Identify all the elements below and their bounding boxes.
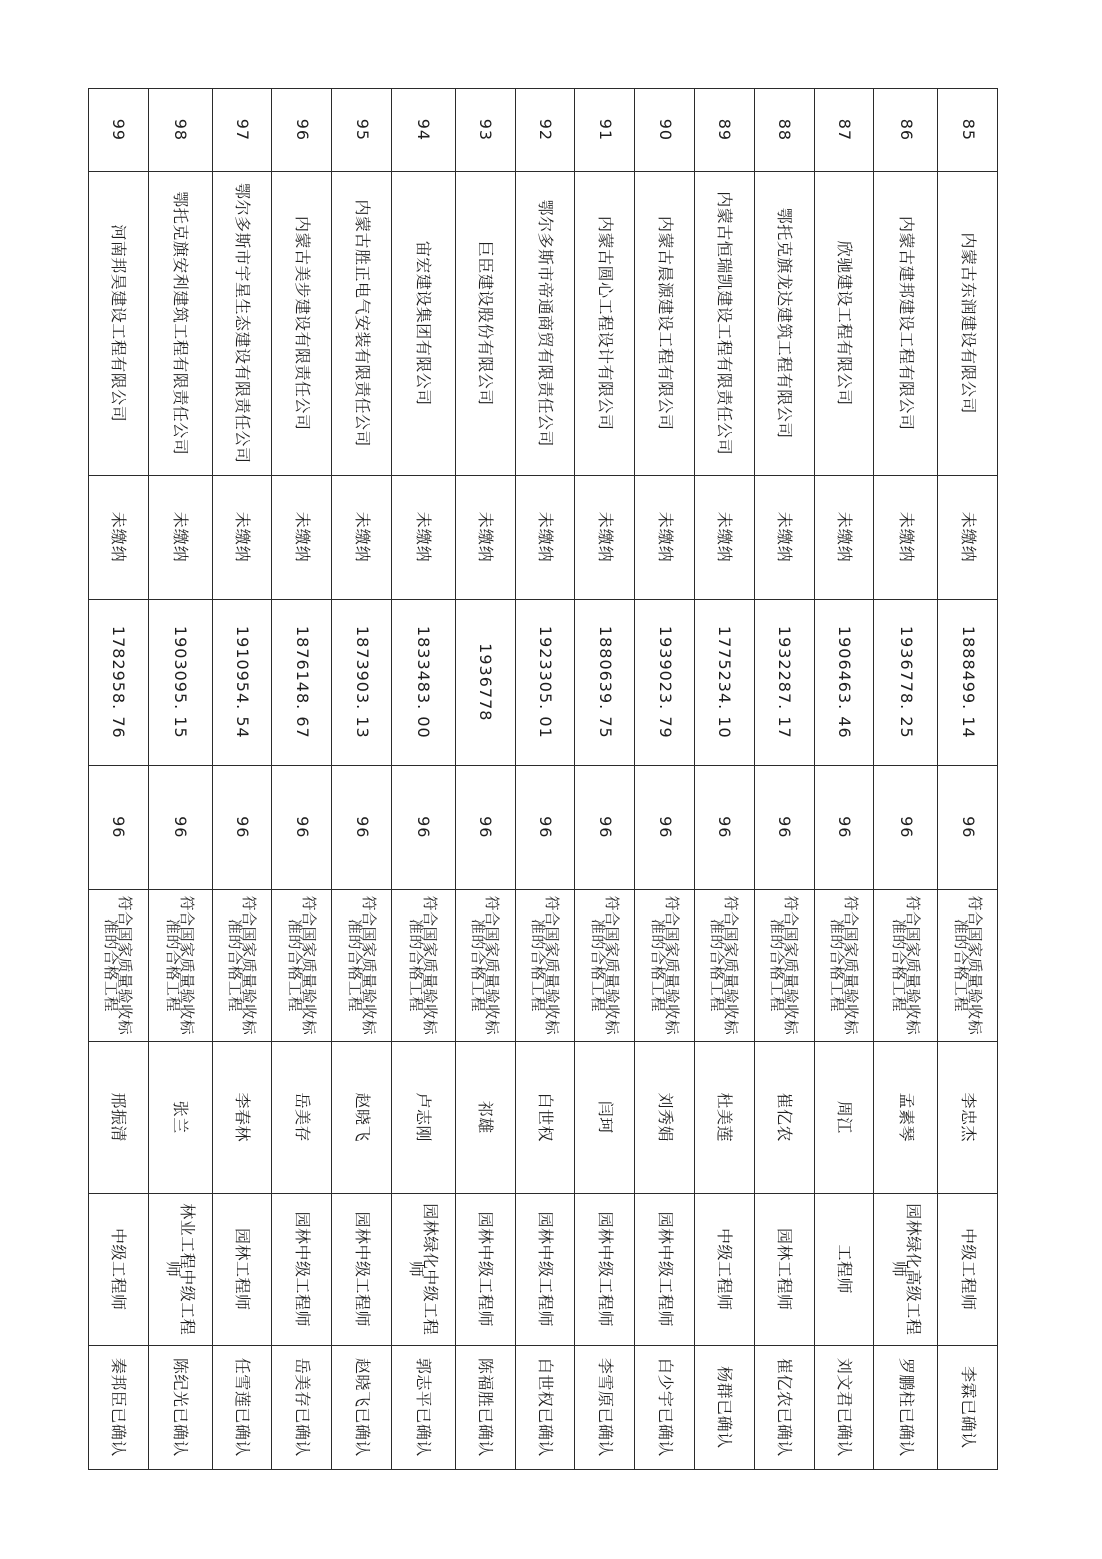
confirmation-cell: 郭志平已确认 (392, 1345, 456, 1469)
payment-status-cell: 未缴纳 (695, 475, 755, 599)
quality-standard-cell: 符合国家质量验收标准的合格工程 (392, 889, 456, 1041)
quality-standard-cell: 符合国家质量验收标准的合格工程 (635, 889, 695, 1041)
row-number-cell: 86 (874, 89, 938, 172)
confirmation-cell: 白世权已确认 (515, 1345, 575, 1469)
payment-status-cell: 未缴纳 (874, 475, 938, 599)
bid-amount-cell: 1903095. 15 (149, 599, 213, 765)
bid-results-table (88, 88, 998, 1470)
project-manager-cell: 赵晓飞 (332, 1041, 392, 1193)
project-manager-cell: 孟素琴 (874, 1041, 938, 1193)
company-name-cell: 内蒙古胜正电气安装有限责任公司 (332, 171, 392, 475)
quality-standard-cell: 符合国家质量验收标准的合格工程 (332, 889, 392, 1041)
table-row (149, 89, 213, 1470)
confirmation-cell: 岳美存已确认 (272, 1345, 332, 1469)
table-row (212, 89, 272, 1470)
rotated-page (88, 88, 998, 1470)
quality-standard-cell: 符合国家质量验收标准的合格工程 (89, 889, 149, 1041)
professional-title-cell: 中级工程师 (695, 1193, 755, 1345)
bid-amount-cell: 1923305. 01 (515, 599, 575, 765)
confirmation-cell: 李雪原已确认 (575, 1345, 635, 1469)
quality-standard-cell: 符合国家质量验收标准的合格工程 (754, 889, 814, 1041)
quality-standard-cell: 符合国家质量验收标准的合格工程 (814, 889, 874, 1041)
bid-amount-cell: 1782958. 76 (89, 599, 149, 765)
score-cell: 96 (272, 765, 332, 889)
quality-standard-cell: 符合国家质量验收标准的合格工程 (575, 889, 635, 1041)
payment-status-cell: 未缴纳 (272, 475, 332, 599)
quality-standard-cell: 符合国家质量验收标准的合格工程 (874, 889, 938, 1041)
score-cell: 96 (814, 765, 874, 889)
score-cell: 96 (635, 765, 695, 889)
professional-title-cell: 园林中级工程师 (455, 1193, 515, 1345)
professional-title-cell: 园林中级工程师 (635, 1193, 695, 1345)
payment-status-cell: 未缴纳 (754, 475, 814, 599)
payment-status-cell: 未缴纳 (515, 475, 575, 599)
payment-status-cell: 未缴纳 (149, 475, 213, 599)
bid-amount-cell: 1880639. 75 (575, 599, 635, 765)
project-manager-cell: 周江 (814, 1041, 874, 1193)
table-row (635, 89, 695, 1470)
confirmation-cell: 陈纪光已确认 (149, 1345, 213, 1469)
project-manager-cell: 崔亿农 (754, 1041, 814, 1193)
row-number-cell: 95 (332, 89, 392, 172)
confirmation-cell: 刘文君已确认 (814, 1345, 874, 1469)
payment-status-cell: 未缴纳 (332, 475, 392, 599)
project-manager-cell: 李忠杰 (938, 1041, 998, 1193)
bid-amount-cell: 1906463. 46 (814, 599, 874, 765)
confirmation-cell: 罗鹏柱已确认 (874, 1345, 938, 1469)
table-row (695, 89, 755, 1470)
confirmation-cell: 秦邦臣已确认 (89, 1345, 149, 1469)
bid-amount-cell: 1888499. 14 (938, 599, 998, 765)
row-number-cell: 85 (938, 89, 998, 172)
table-row (272, 89, 332, 1470)
payment-status-cell: 未缴纳 (392, 475, 456, 599)
professional-title-cell: 中级工程师 (89, 1193, 149, 1345)
company-name-cell: 内蒙古圆心工程设计有限公司 (575, 171, 635, 475)
project-manager-cell: 刘秀娟 (635, 1041, 695, 1193)
payment-status-cell: 未缴纳 (938, 475, 998, 599)
row-number-cell: 94 (392, 89, 456, 172)
row-number-cell: 97 (212, 89, 272, 172)
professional-title-cell: 园林工程师 (212, 1193, 272, 1345)
project-manager-cell: 李春林 (212, 1041, 272, 1193)
company-name-cell: 内蒙古恒瑞凯建设工程有限责任公司 (695, 171, 755, 475)
company-name-cell: 内蒙古建邦建设工程有限公司 (874, 171, 938, 475)
professional-title-cell: 园林中级工程师 (272, 1193, 332, 1345)
row-number-cell: 87 (814, 89, 874, 172)
row-number-cell: 99 (89, 89, 149, 172)
company-name-cell: 鄂尔多斯市宇星生态建设有限责任公司 (212, 171, 272, 475)
company-name-cell: 河南邦昊建设工程有限公司 (89, 171, 149, 475)
bid-amount-cell: 1939023. 79 (635, 599, 695, 765)
quality-standard-cell: 符合国家质量验收标准的合格工程 (149, 889, 213, 1041)
confirmation-cell: 任雪莲已确认 (212, 1345, 272, 1469)
bid-amount-cell: 1910954. 54 (212, 599, 272, 765)
project-manager-cell: 卢志刚 (392, 1041, 456, 1193)
quality-standard-cell: 符合国家质量验收标准的合格工程 (455, 889, 515, 1041)
company-name-cell: 鄂托克旗龙达建筑工程有限公司 (754, 171, 814, 475)
bid-amount-cell: 1775234. 10 (695, 599, 755, 765)
bid-amount-cell: 1932287. 17 (754, 599, 814, 765)
payment-status-cell: 未缴纳 (635, 475, 695, 599)
professional-title-cell: 工程师 (814, 1193, 874, 1345)
bid-amount-cell: 1876148. 67 (272, 599, 332, 765)
table-row (874, 89, 938, 1470)
table-body (89, 89, 998, 1470)
confirmation-cell: 李霖已确认 (938, 1345, 998, 1469)
company-name-cell: 内蒙古东润建设有限公司 (938, 171, 998, 475)
professional-title-cell: 园林中级工程师 (575, 1193, 635, 1345)
professional-title-cell: 园林中级工程师 (332, 1193, 392, 1345)
project-manager-cell: 白世权 (515, 1041, 575, 1193)
confirmation-cell: 陈福胜已确认 (455, 1345, 515, 1469)
quality-standard-cell: 符合国家质量验收标准的合格工程 (515, 889, 575, 1041)
project-manager-cell: 岳美存 (272, 1041, 332, 1193)
row-number-cell: 90 (635, 89, 695, 172)
professional-title-cell: 中级工程师 (938, 1193, 998, 1345)
row-number-cell: 88 (754, 89, 814, 172)
row-number-cell: 91 (575, 89, 635, 172)
company-name-cell: 欣驰建设工程有限公司 (814, 171, 874, 475)
quality-standard-cell: 符合国家质量验收标准的合格工程 (212, 889, 272, 1041)
score-cell: 96 (392, 765, 456, 889)
table-row (332, 89, 392, 1470)
payment-status-cell: 未缴纳 (455, 475, 515, 599)
professional-title-cell: 园林工程师 (754, 1193, 814, 1345)
score-cell: 96 (332, 765, 392, 889)
confirmation-cell: 崔亿农已确认 (754, 1345, 814, 1469)
project-manager-cell: 张兰 (149, 1041, 213, 1193)
row-number-cell: 93 (455, 89, 515, 172)
score-cell: 96 (938, 765, 998, 889)
score-cell: 96 (515, 765, 575, 889)
row-number-cell: 89 (695, 89, 755, 172)
project-manager-cell: 邢振清 (89, 1041, 149, 1193)
score-cell: 96 (89, 765, 149, 889)
score-cell: 96 (754, 765, 814, 889)
row-number-cell: 96 (272, 89, 332, 172)
project-manager-cell: 闫珂 (575, 1041, 635, 1193)
professional-title-cell: 园林中级工程师 (515, 1193, 575, 1345)
bid-amount-cell: 1873903. 13 (332, 599, 392, 765)
payment-status-cell: 未缴纳 (212, 475, 272, 599)
table-row (455, 89, 515, 1470)
company-name-cell: 宙宏建设集团有限公司 (392, 171, 456, 475)
confirmation-cell: 杨群已确认 (695, 1345, 755, 1469)
professional-title-cell: 林业工程中级工程师 (149, 1193, 213, 1345)
company-name-cell: 内蒙古晨源建设工程有限公司 (635, 171, 695, 475)
table-row (754, 89, 814, 1470)
row-number-cell: 92 (515, 89, 575, 172)
company-name-cell: 内蒙古美步建设有限责任公司 (272, 171, 332, 475)
professional-title-cell: 园林绿化高级工程师 (874, 1193, 938, 1345)
project-manager-cell: 祁雄 (455, 1041, 515, 1193)
confirmation-cell: 白少宇已确认 (635, 1345, 695, 1469)
score-cell: 96 (695, 765, 755, 889)
quality-standard-cell: 符合国家质量验收标准的合格工程 (272, 889, 332, 1041)
score-cell: 96 (575, 765, 635, 889)
payment-status-cell: 未缴纳 (814, 475, 874, 599)
bid-amount-cell: 1936778. 25 (874, 599, 938, 765)
quality-standard-cell: 符合国家质量验收标准的合格工程 (695, 889, 755, 1041)
table-row (89, 89, 149, 1470)
score-cell: 96 (455, 765, 515, 889)
payment-status-cell: 未缴纳 (89, 475, 149, 599)
confirmation-cell: 赵晓飞已确认 (332, 1345, 392, 1469)
bid-amount-cell: 1833483. 00 (392, 599, 456, 765)
project-manager-cell: 杜美莲 (695, 1041, 755, 1193)
table-row (938, 89, 998, 1470)
row-number-cell: 98 (149, 89, 213, 172)
payment-status-cell: 未缴纳 (575, 475, 635, 599)
quality-standard-cell: 符合国家质量验收标准的合格工程 (938, 889, 998, 1041)
company-name-cell: 鄂托克旗安利建筑工程有限责任公司 (149, 171, 213, 475)
table-row (392, 89, 456, 1470)
professional-title-cell: 园林绿化中级工程师 (392, 1193, 456, 1345)
table-row (575, 89, 635, 1470)
score-cell: 96 (149, 765, 213, 889)
score-cell: 96 (212, 765, 272, 889)
score-cell: 96 (874, 765, 938, 889)
bid-amount-cell: 1936778 (455, 599, 515, 765)
company-name-cell: 鄂尔多斯市帝通商贸有限责任公司 (515, 171, 575, 475)
company-name-cell: 巨臣建设股份有限公司 (455, 171, 515, 475)
table-row (814, 89, 874, 1470)
table-row (515, 89, 575, 1470)
